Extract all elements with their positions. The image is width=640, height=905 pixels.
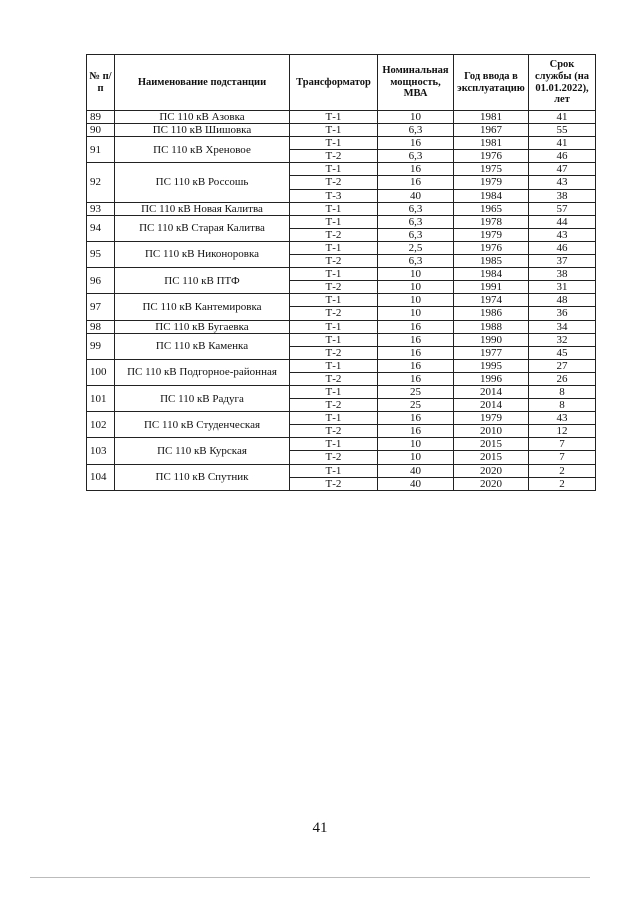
header-station-name: Наименование подстанции [115, 55, 290, 111]
transformer-cell: Т-2 [290, 150, 378, 163]
transformer-cell: Т-1 [290, 215, 378, 228]
service-life-cell: 43 [529, 176, 596, 189]
year-cell: 1986 [454, 307, 529, 320]
station-name: ПС 110 кВ ПТФ [115, 268, 290, 294]
station-number: 96 [87, 268, 115, 294]
header-rated-power: Номинальная мощность, МВА [378, 55, 454, 111]
year-cell: 1995 [454, 359, 529, 372]
service-life-cell: 44 [529, 215, 596, 228]
station-number: 99 [87, 333, 115, 359]
station-number: 94 [87, 215, 115, 241]
header-number: № п/п [87, 55, 115, 111]
table-row [87, 268, 596, 281]
header-commission-year: Год ввода в эксплуатацию [454, 55, 529, 111]
year-cell: 1988 [454, 320, 529, 333]
table-row [87, 294, 596, 307]
station-name: ПС 110 кВ Кантемировка [115, 294, 290, 320]
transformer-cell: Т-1 [290, 359, 378, 372]
table-row [87, 215, 596, 228]
header-transformer: Трансформатор [290, 55, 378, 111]
table-row [87, 333, 596, 346]
table-row [87, 137, 596, 150]
service-life-cell: 27 [529, 359, 596, 372]
station-number: 103 [87, 438, 115, 464]
page-number: 41 [312, 820, 328, 836]
transformer-cell: Т-1 [290, 438, 378, 451]
service-life-cell: 12 [529, 425, 596, 438]
station-name: ПС 110 кВ Россошь [115, 163, 290, 202]
station-name: ПС 110 кВ Хреновое [115, 137, 290, 163]
table-row [87, 111, 596, 124]
service-life-cell: 43 [529, 412, 596, 425]
year-cell: 1981 [454, 111, 529, 124]
transformer-cell: Т-1 [290, 137, 378, 150]
station-name: ПС 110 кВ Радуга [115, 385, 290, 411]
station-number: 101 [87, 385, 115, 411]
transformer-cell: Т-2 [290, 346, 378, 359]
transformer-cell: Т-1 [290, 294, 378, 307]
table-row [87, 385, 596, 398]
service-life-cell: 38 [529, 268, 596, 281]
station-number: 102 [87, 412, 115, 438]
power-cell: 6,3 [378, 150, 454, 163]
transformer-cell: Т-2 [290, 477, 378, 490]
service-life-cell: 55 [529, 124, 596, 137]
year-cell: 1990 [454, 333, 529, 346]
power-cell: 6,3 [378, 215, 454, 228]
service-life-cell: 41 [529, 137, 596, 150]
table-row [87, 438, 596, 451]
year-cell: 2010 [454, 425, 529, 438]
year-cell: 1976 [454, 241, 529, 254]
power-cell: 10 [378, 111, 454, 124]
station-name: ПС 110 кВ Спутник [115, 464, 290, 490]
service-life-cell: 7 [529, 451, 596, 464]
station-name: ПС 110 кВ Никоноровка [115, 241, 290, 267]
year-cell: 1974 [454, 294, 529, 307]
power-cell: 16 [378, 163, 454, 176]
year-cell: 1984 [454, 268, 529, 281]
table-row [87, 412, 596, 425]
power-cell: 16 [378, 333, 454, 346]
station-name: ПС 110 кВ Новая Калитва [115, 202, 290, 215]
station-number: 90 [87, 124, 115, 137]
transformer-cell: Т-1 [290, 124, 378, 137]
year-cell: 2015 [454, 451, 529, 464]
power-cell: 25 [378, 399, 454, 412]
table-row [87, 202, 596, 215]
table-header-row [87, 55, 596, 111]
table-row [87, 359, 596, 372]
power-cell: 16 [378, 320, 454, 333]
transformer-cell: Т-1 [290, 163, 378, 176]
service-life-cell: 2 [529, 477, 596, 490]
service-life-cell: 26 [529, 372, 596, 385]
station-number: 98 [87, 320, 115, 333]
power-cell: 40 [378, 477, 454, 490]
year-cell: 2020 [454, 464, 529, 477]
power-cell: 6,3 [378, 124, 454, 137]
station-number: 100 [87, 359, 115, 385]
transformer-cell: Т-2 [290, 451, 378, 464]
power-cell: 16 [378, 137, 454, 150]
transformer-cell: Т-2 [290, 176, 378, 189]
year-cell: 1979 [454, 228, 529, 241]
year-cell: 1978 [454, 215, 529, 228]
year-cell: 1981 [454, 137, 529, 150]
year-cell: 1977 [454, 346, 529, 359]
transformer-cell: Т-2 [290, 307, 378, 320]
table-row [87, 320, 596, 333]
service-life-cell: 46 [529, 241, 596, 254]
power-cell: 16 [378, 359, 454, 372]
power-cell: 10 [378, 451, 454, 464]
year-cell: 2014 [454, 399, 529, 412]
table-row [87, 163, 596, 176]
power-cell: 25 [378, 385, 454, 398]
service-life-cell: 7 [529, 438, 596, 451]
station-number: 97 [87, 294, 115, 320]
transformer-cell: Т-3 [290, 189, 378, 202]
year-cell: 1979 [454, 176, 529, 189]
station-name: ПС 110 кВ Студенческая [115, 412, 290, 438]
power-cell: 10 [378, 281, 454, 294]
service-life-cell: 2 [529, 464, 596, 477]
service-life-cell: 31 [529, 281, 596, 294]
service-life-cell: 47 [529, 163, 596, 176]
power-cell: 16 [378, 425, 454, 438]
transformer-cell: Т-1 [290, 320, 378, 333]
transformer-cell: Т-2 [290, 372, 378, 385]
transformer-cell: Т-1 [290, 385, 378, 398]
year-cell: 1965 [454, 202, 529, 215]
power-cell: 10 [378, 438, 454, 451]
station-number: 93 [87, 202, 115, 215]
service-life-cell: 8 [529, 385, 596, 398]
service-life-cell: 41 [529, 111, 596, 124]
service-life-cell: 38 [529, 189, 596, 202]
year-cell: 1996 [454, 372, 529, 385]
power-cell: 40 [378, 464, 454, 477]
footer-divider [30, 877, 590, 878]
year-cell: 1975 [454, 163, 529, 176]
table-row [87, 241, 596, 254]
service-life-cell: 8 [529, 399, 596, 412]
table-row [87, 464, 596, 477]
year-cell: 2015 [454, 438, 529, 451]
station-number: 89 [87, 111, 115, 124]
year-cell: 1991 [454, 281, 529, 294]
station-number: 95 [87, 241, 115, 267]
transformer-cell: Т-1 [290, 412, 378, 425]
power-cell: 6,3 [378, 228, 454, 241]
station-name: ПС 110 кВ Шишовка [115, 124, 290, 137]
transformer-cell: Т-1 [290, 268, 378, 281]
power-cell: 16 [378, 176, 454, 189]
station-name: ПС 110 кВ Курская [115, 438, 290, 464]
power-cell: 10 [378, 307, 454, 320]
transformer-cell: Т-2 [290, 399, 378, 412]
service-life-cell: 32 [529, 333, 596, 346]
power-cell: 6,3 [378, 255, 454, 268]
year-cell: 1985 [454, 255, 529, 268]
header-service-life: Срок службы (на 01.01.2022), лет [529, 55, 596, 111]
transformer-cell: Т-2 [290, 425, 378, 438]
power-cell: 2,5 [378, 241, 454, 254]
year-cell: 1976 [454, 150, 529, 163]
year-cell: 1984 [454, 189, 529, 202]
transformer-cell: Т-1 [290, 111, 378, 124]
year-cell: 2014 [454, 385, 529, 398]
service-life-cell: 46 [529, 150, 596, 163]
service-life-cell: 45 [529, 346, 596, 359]
station-number: 91 [87, 137, 115, 163]
document-sheet [86, 54, 595, 491]
power-cell: 10 [378, 294, 454, 307]
transformer-cell: Т-1 [290, 241, 378, 254]
service-life-cell: 34 [529, 320, 596, 333]
transformer-cell: Т-2 [290, 281, 378, 294]
station-name: ПС 110 кВ Каменка [115, 333, 290, 359]
service-life-cell: 57 [529, 202, 596, 215]
station-name: ПС 110 кВ Бугаевка [115, 320, 290, 333]
service-life-cell: 48 [529, 294, 596, 307]
station-name: ПС 110 кВ Подгорное-районная [115, 359, 290, 385]
table-body [87, 111, 596, 491]
service-life-cell: 37 [529, 255, 596, 268]
power-cell: 16 [378, 412, 454, 425]
power-cell: 6,3 [378, 202, 454, 215]
year-cell: 1979 [454, 412, 529, 425]
transformer-cell: Т-1 [290, 464, 378, 477]
power-cell: 10 [378, 268, 454, 281]
station-number: 104 [87, 464, 115, 490]
transformer-cell: Т-1 [290, 202, 378, 215]
power-cell: 16 [378, 372, 454, 385]
substation-table [86, 54, 596, 491]
transformer-cell: Т-1 [290, 333, 378, 346]
station-name: ПС 110 кВ Азовка [115, 111, 290, 124]
station-number: 92 [87, 163, 115, 202]
service-life-cell: 36 [529, 307, 596, 320]
station-name: ПС 110 кВ Старая Калитва [115, 215, 290, 241]
power-cell: 40 [378, 189, 454, 202]
transformer-cell: Т-2 [290, 255, 378, 268]
transformer-cell: Т-2 [290, 228, 378, 241]
service-life-cell: 43 [529, 228, 596, 241]
table-row [87, 124, 596, 137]
power-cell: 16 [378, 346, 454, 359]
year-cell: 1967 [454, 124, 529, 137]
year-cell: 2020 [454, 477, 529, 490]
